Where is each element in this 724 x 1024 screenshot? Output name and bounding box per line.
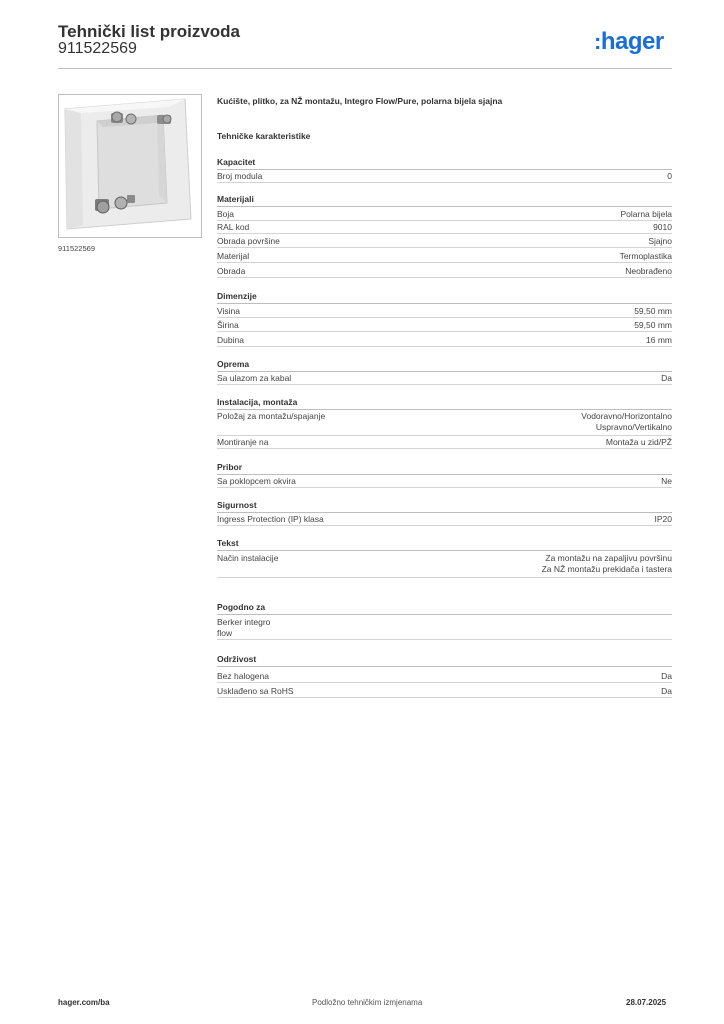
- footer-date: 28.07.2025: [626, 998, 667, 1007]
- spec-row: [217, 222, 672, 234]
- spec-value: 59,50 mm: [634, 306, 672, 316]
- spec-value: 16 mm: [646, 335, 672, 345]
- spec-label: Sa ulazom za kabal: [217, 373, 292, 383]
- product-description: Kućište, plitko, za NŽ montažu, Integro Flow/Pure, polarna bijela sjajna: [217, 96, 503, 106]
- spec-label: Položaj za montažu/spajanje: [217, 411, 326, 421]
- spec-label: Obrada površine: [217, 236, 280, 246]
- spec-label: Sa poklopcem okvira: [217, 476, 296, 486]
- section-title-instalacija: Instalacija, montaža: [217, 397, 672, 410]
- footer-website-link[interactable]: hager.com/ba: [58, 998, 110, 1007]
- spec-row: [217, 686, 672, 698]
- section-title-kapacitet: Kapacitet: [217, 157, 672, 170]
- spec-row: [217, 411, 672, 436]
- spec-label: RAL kod: [217, 222, 250, 232]
- document-title: Tehnički list proizvoda: [58, 22, 240, 41]
- spec-row: [217, 514, 672, 526]
- hager-logo: [594, 28, 664, 56]
- spec-value-group: [581, 411, 672, 435]
- spec-label: Dubina: [217, 335, 244, 345]
- logo-prefix: :: [594, 29, 601, 54]
- footer-notice: Podložno tehničkim izmjenama: [312, 998, 423, 1007]
- box-illustration: [59, 95, 202, 238]
- spec-label: Materijal: [217, 251, 250, 261]
- section-title-pribor: Pribor: [217, 462, 672, 475]
- product-image: [58, 94, 202, 238]
- spec-value: Uspravno/Vertikalno: [595, 422, 672, 432]
- spec-row: [217, 209, 672, 221]
- logo-text: hager: [600, 28, 664, 55]
- spec-value: Montaža u zid/PŽ: [605, 437, 672, 447]
- spec-value: Sjajno: [648, 236, 672, 246]
- spec-row: [217, 266, 672, 278]
- spec-label: Širina: [217, 320, 239, 330]
- spec-value: Za NŽ montažu prekidača i tastera: [541, 564, 672, 574]
- spec-row: [217, 335, 672, 347]
- spec-value: Polarna bijela: [620, 209, 672, 219]
- section-title-odrzivost: Održivost: [217, 654, 672, 667]
- spec-value: Da: [661, 671, 672, 681]
- spec-label: Bez halogena: [217, 671, 269, 681]
- spec-value: 0: [667, 171, 672, 181]
- technical-characteristics-heading: Tehničke karakteristike: [217, 131, 311, 141]
- spec-value: IP20: [654, 514, 672, 524]
- spec-label: flow: [217, 628, 233, 638]
- spec-value: Za montažu na zapaljivu površinu: [545, 553, 672, 563]
- section-title-materijali: Materijali: [217, 194, 672, 207]
- spec-value: Da: [661, 373, 672, 383]
- spec-row: [217, 617, 672, 640]
- spec-value: Vodoravno/Horizontalno: [581, 411, 672, 421]
- spec-value-group: [542, 553, 672, 577]
- spec-label: Usklađeno sa RoHS: [217, 686, 294, 696]
- spec-row: [217, 373, 672, 385]
- spec-row: [217, 320, 672, 332]
- spec-row: [217, 437, 672, 449]
- spec-label: Način instalacije: [217, 553, 279, 563]
- spec-label: Boja: [217, 209, 235, 219]
- spec-row: [217, 251, 672, 263]
- spec-label-group: [217, 617, 270, 639]
- spec-label: Berker integro: [217, 617, 271, 627]
- spec-value: Termoplastika: [619, 251, 672, 261]
- spec-label: Montiranje na: [217, 437, 269, 447]
- spec-value: 9010: [653, 222, 672, 232]
- section-title-dimenzije: Dimenzije: [217, 291, 672, 304]
- spec-row: [217, 476, 672, 488]
- spec-row: [217, 171, 672, 183]
- image-caption: 911522569: [58, 244, 95, 253]
- spec-row: [217, 236, 672, 248]
- spec-label: Visina: [217, 306, 240, 316]
- spec-value: Neobrađeno: [625, 266, 672, 276]
- spec-row: [217, 306, 672, 318]
- section-title-oprema: Oprema: [217, 359, 672, 372]
- section-title-sigurnost: Sigurnost: [217, 500, 672, 513]
- spec-value: 59,50 mm: [634, 320, 672, 330]
- spec-label: Broj modula: [217, 171, 263, 181]
- spec-value: Ne: [661, 476, 672, 486]
- section-title-tekst: Tekst: [217, 538, 672, 551]
- spec-row: [217, 671, 672, 683]
- spec-label: Ingress Protection (IP) klasa: [217, 514, 324, 524]
- spec-value: Da: [661, 686, 672, 696]
- section-title-pogodno-za: Pogodno za: [217, 602, 672, 615]
- product-number: 911522569: [58, 40, 137, 57]
- spec-row: [217, 553, 672, 578]
- header-divider: [58, 68, 672, 69]
- spec-label: Obrada: [217, 266, 246, 276]
